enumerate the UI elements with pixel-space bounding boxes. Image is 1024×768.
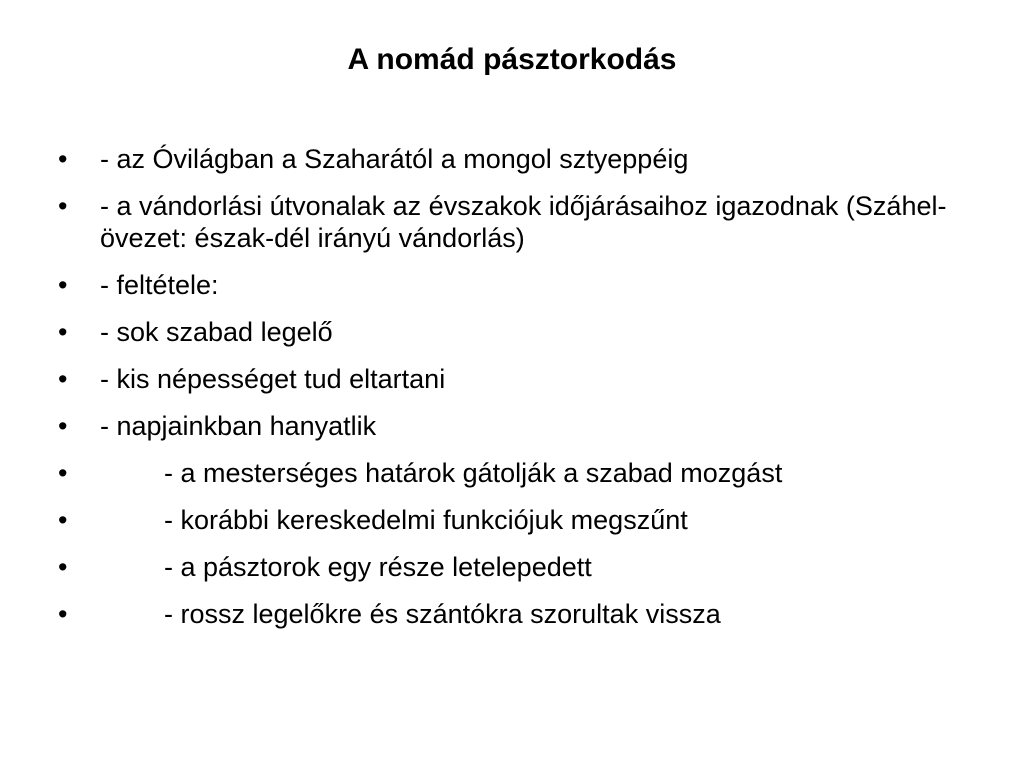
slide-title: A nomád pásztorkodás	[347, 43, 677, 76]
list-item-indented	[58, 598, 958, 630]
bullet-icon: •	[58, 144, 68, 174]
list-item-indented	[58, 457, 958, 489]
list-item	[58, 316, 958, 348]
bullet-icon: •	[58, 191, 68, 221]
bullet-icon: •	[58, 505, 68, 535]
bullet-text: - a pásztorok egy része letelepedett	[164, 552, 592, 582]
list-item	[58, 269, 958, 301]
list-item	[58, 410, 958, 442]
bullet-text: - a vándorlási útvonalak az évszakok időjárásaihoz igazodnak (Száhel-övezet: észak-dél irányú vándorlás)	[100, 191, 947, 253]
bullet-icon: •	[58, 364, 68, 394]
list-item	[58, 190, 958, 254]
bullet-text: - az Óvilágban a Szaharától a mongol sztyeppéig	[100, 144, 689, 174]
bullet-icon: •	[58, 317, 68, 347]
bullet-icon: •	[58, 411, 68, 441]
list-item-indented	[58, 551, 958, 583]
bullet-icon: •	[58, 599, 68, 629]
bullet-text: - rossz legelőkre és szántókra szorultak vissza	[164, 599, 721, 629]
list-item	[58, 143, 958, 175]
bullet-text: - feltétele:	[100, 270, 219, 300]
bullet-text: - kis népességet tud eltartani	[100, 364, 446, 394]
list-item-indented	[58, 504, 958, 536]
bullet-icon: •	[58, 270, 68, 300]
bullet-text: - a mesterséges határok gátolják a szabad mozgást	[164, 458, 783, 488]
bullet-icon: •	[58, 458, 68, 488]
list-item	[58, 363, 958, 395]
bullet-icon: •	[58, 552, 68, 582]
bullet-text: - napjainkban hanyatlik	[100, 411, 377, 441]
bullet-list	[58, 143, 958, 645]
bullet-text: - sok szabad legelő	[100, 317, 333, 347]
bullet-text: - korábbi kereskedelmi funkciójuk megszűnt	[164, 505, 688, 535]
